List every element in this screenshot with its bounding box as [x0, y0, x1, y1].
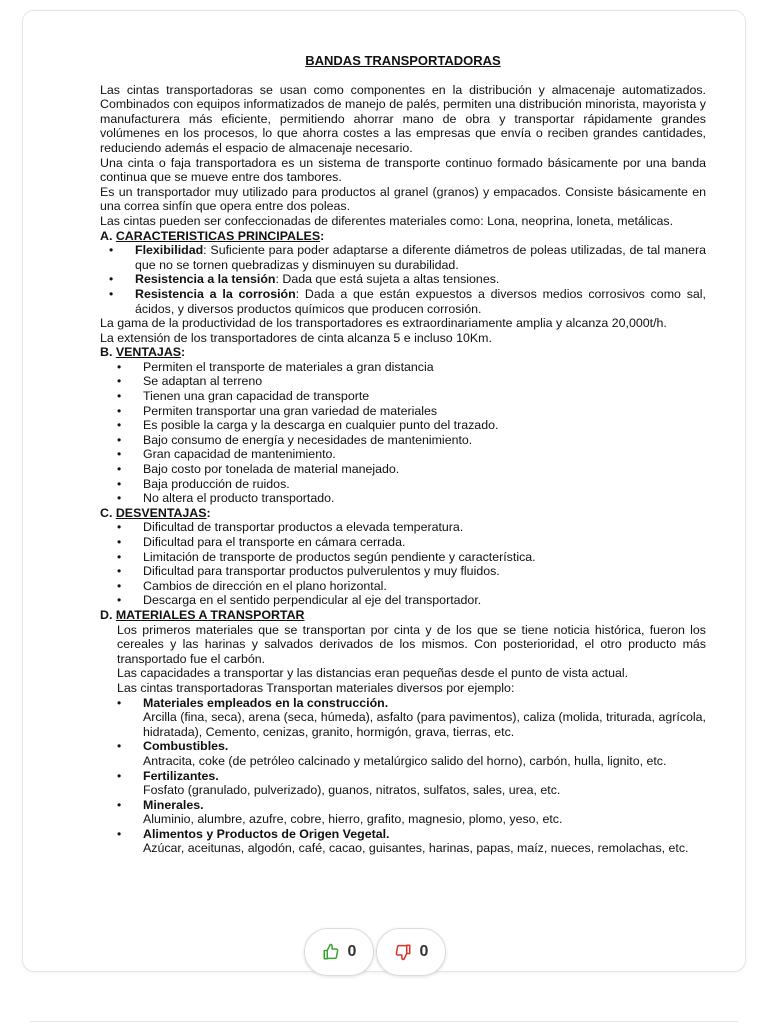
- list-item: • Limitación de transporte de productos según pendiente y característica.: [143, 550, 706, 565]
- upvote-button[interactable]: [304, 928, 374, 976]
- list-item: [135, 243, 706, 272]
- upvote-count: 0: [347, 943, 357, 960]
- downvote-count: 0: [419, 943, 429, 960]
- list-item: [143, 769, 706, 798]
- list-item: [135, 287, 706, 316]
- materials-paragraph: Los primeros materiales que se transportan por cinta y de los que se tiene noticia histórica, fueron los cereales y las harinas y salvados derivados de los mismos. Con posterioridad, el otro producto más transportado fue el carbón.: [117, 622, 706, 666]
- disadvantages-list: [100, 520, 706, 608]
- list-item: • Dificultad para transportar productos pulverulentos y muy fluidos.: [143, 564, 706, 579]
- item-title: • Minerales.: [143, 797, 204, 812]
- item-term: Resistencia a la corrosión: [135, 286, 296, 301]
- item-title: • Alimentos y Productos de Origen Vegetal.: [143, 826, 390, 841]
- section-title: VENTAJAS: [115, 345, 182, 360]
- item-text: : Dada que está sujeta a altas tensiones.: [275, 272, 500, 287]
- item-text: Aluminio, alumbre, azufre, cobre, hierro, grafito, magnesio, plomo, yeso, etc.: [143, 812, 563, 827]
- section-letter: D.: [100, 607, 113, 622]
- list-item: • No altera el producto transportado.: [143, 491, 706, 506]
- section-title: MATERIALES A TRANSPORTAR: [115, 607, 305, 622]
- materials-paragraph: Las capacidades a transportar y las distancias eran pequeñas desde el punto de vista actual.: [117, 666, 629, 681]
- section-letter: C.: [100, 505, 113, 520]
- intro-paragraph: Una cinta o faja transportadora es un sistema de transporte continuo formado básicamente por una banda continua que se mueve entre dos tambores.: [100, 155, 706, 185]
- list-item: • Cambios de dirección en el plano horizontal.: [143, 579, 706, 594]
- downvote-button[interactable]: [376, 928, 446, 976]
- section-colon: :: [181, 345, 186, 360]
- materials-paragraph: Las cintas transportadoras Transportan materiales diversos por ejemplo:: [117, 680, 515, 695]
- item-text: Arcilla (fina, seca), arena (seca, húmeda), asfalto (para pavimentos), caliza (molida, triturada, agrícola, hidratada), Cemento, cenizas, granito, hormigón, grava, tierras, etc.: [143, 710, 706, 739]
- section-d-heading: [100, 608, 706, 623]
- item-term: Flexibilidad: [135, 243, 204, 258]
- list-item: • Dificultad para el transporte en cámara cerrada.: [143, 535, 706, 550]
- list-item: [143, 798, 706, 827]
- list-item: [143, 827, 706, 856]
- list-item: [143, 696, 706, 740]
- section-c-heading: [100, 506, 706, 521]
- list-item: [143, 739, 706, 768]
- item-title: • Materiales empleados en la construcción.: [143, 695, 389, 710]
- productivity-paragraph: La gama de la productividad de los transportadores es extraordinariamente amplia y alcanza 20,000t/h.: [100, 316, 667, 331]
- list-item: • Gran capacidad de mantenimiento.: [143, 447, 706, 462]
- list-item: • Descarga en el sentido perpendicular al eje del transportador.: [143, 593, 706, 608]
- item-text: : Suficiente para poder adaptarse a diferente diámetros de poleas utilizadas, de tal manera que no se tornen quebradizas y disminuyen su durabilidad.: [135, 243, 706, 272]
- list-item: • Baja producción de ruidos.: [143, 477, 706, 492]
- list-item: • Bajo costo por tonelada de material manejado.: [143, 462, 706, 477]
- item-text: Azúcar, aceitunas, algodón, café, cacao, guisantes, harinas, papas, maíz, nueces, remolachas, etc.: [143, 841, 689, 856]
- list-item: • Dificultad de transportar productos a elevada temperatura.: [143, 520, 706, 535]
- intro-paragraph: Las cintas transportadoras se usan como componentes en la distribución y almacenaje automatizados. Combinados con equipos informatizados de manejo de palés, permiten una distribución minorista, mayorista y manufacturera más eficiente, permitiendo ahorrar mano de obra y transportar rápidamente grandes volúmenes en los procesos, lo que ahorra costes a las empresas que envía o reciben grandes cantidades, reduciendo además el espacio de almacenaje necesario.: [100, 82, 706, 155]
- intro-paragraph: Las cintas pueden ser confeccionadas de diferentes materiales como: Lona, neoprina, loneta, metálicas.: [100, 213, 674, 228]
- item-text: Antracita, coke (de petróleo calcinado y metalúrgico salido del horno), carbón, hulla, lignito, etc.: [143, 753, 667, 768]
- footer-divider: [30, 1021, 738, 1022]
- list-item: [135, 272, 706, 287]
- section-letter: B.: [100, 345, 113, 360]
- list-item: • Tienen una gran capacidad de transporte: [143, 389, 706, 404]
- document-body: [100, 54, 706, 856]
- list-item: • Se adaptan al terreno: [143, 374, 706, 389]
- section-colon: :: [320, 228, 325, 243]
- item-title: • Fertilizantes.: [143, 768, 219, 783]
- section-title: DESVENTAJAS: [115, 505, 207, 520]
- item-text: : Dada a que están expuestos a diversos medios corrosivos como sal, ácidos, y diversos productos químicos que producen corrosión.: [135, 286, 706, 316]
- materials-list: [100, 696, 706, 857]
- extension-paragraph: La extensión de los transportadores de cinta alcanza 5 e incluso 10Km.: [100, 330, 492, 345]
- section-b-heading: [100, 345, 706, 360]
- list-item: • Permiten el transporte de materiales a gran distancia: [143, 360, 706, 375]
- section-a-heading: [100, 229, 706, 244]
- thumbs-down-icon: [394, 943, 412, 961]
- list-item: • Bajo consumo de energía y necesidades de mantenimiento.: [143, 433, 706, 448]
- list-item: • Es posible la carga y la descarga en cualquier punto del trazado.: [143, 418, 706, 433]
- item-title: • Combustibles.: [143, 739, 229, 754]
- list-item: • Permiten transportar una gran variedad de materiales: [143, 404, 706, 419]
- intro-paragraph: Es un transportador muy utilizado para productos al granel (granos) y empacados. Consiste básicamente en una correa sinfín que opera entre dos poleas.: [100, 184, 706, 214]
- item-text: Fosfato (granulado, pulverizado), guanos, nitratos, sulfatos, sales, urea, etc.: [143, 783, 561, 798]
- document-title: BANDAS TRANSPORTADORAS: [305, 53, 501, 68]
- thumbs-up-icon: [322, 943, 340, 961]
- section-colon: :: [206, 505, 211, 520]
- advantages-list: [100, 360, 706, 506]
- section-letter: A.: [100, 228, 113, 243]
- item-term: Resistencia a la tensión: [135, 272, 276, 287]
- vote-bar: [304, 928, 448, 978]
- section-title: CARACTERISTICAS PRINCIPALES: [115, 228, 321, 243]
- characteristics-list: [100, 243, 706, 316]
